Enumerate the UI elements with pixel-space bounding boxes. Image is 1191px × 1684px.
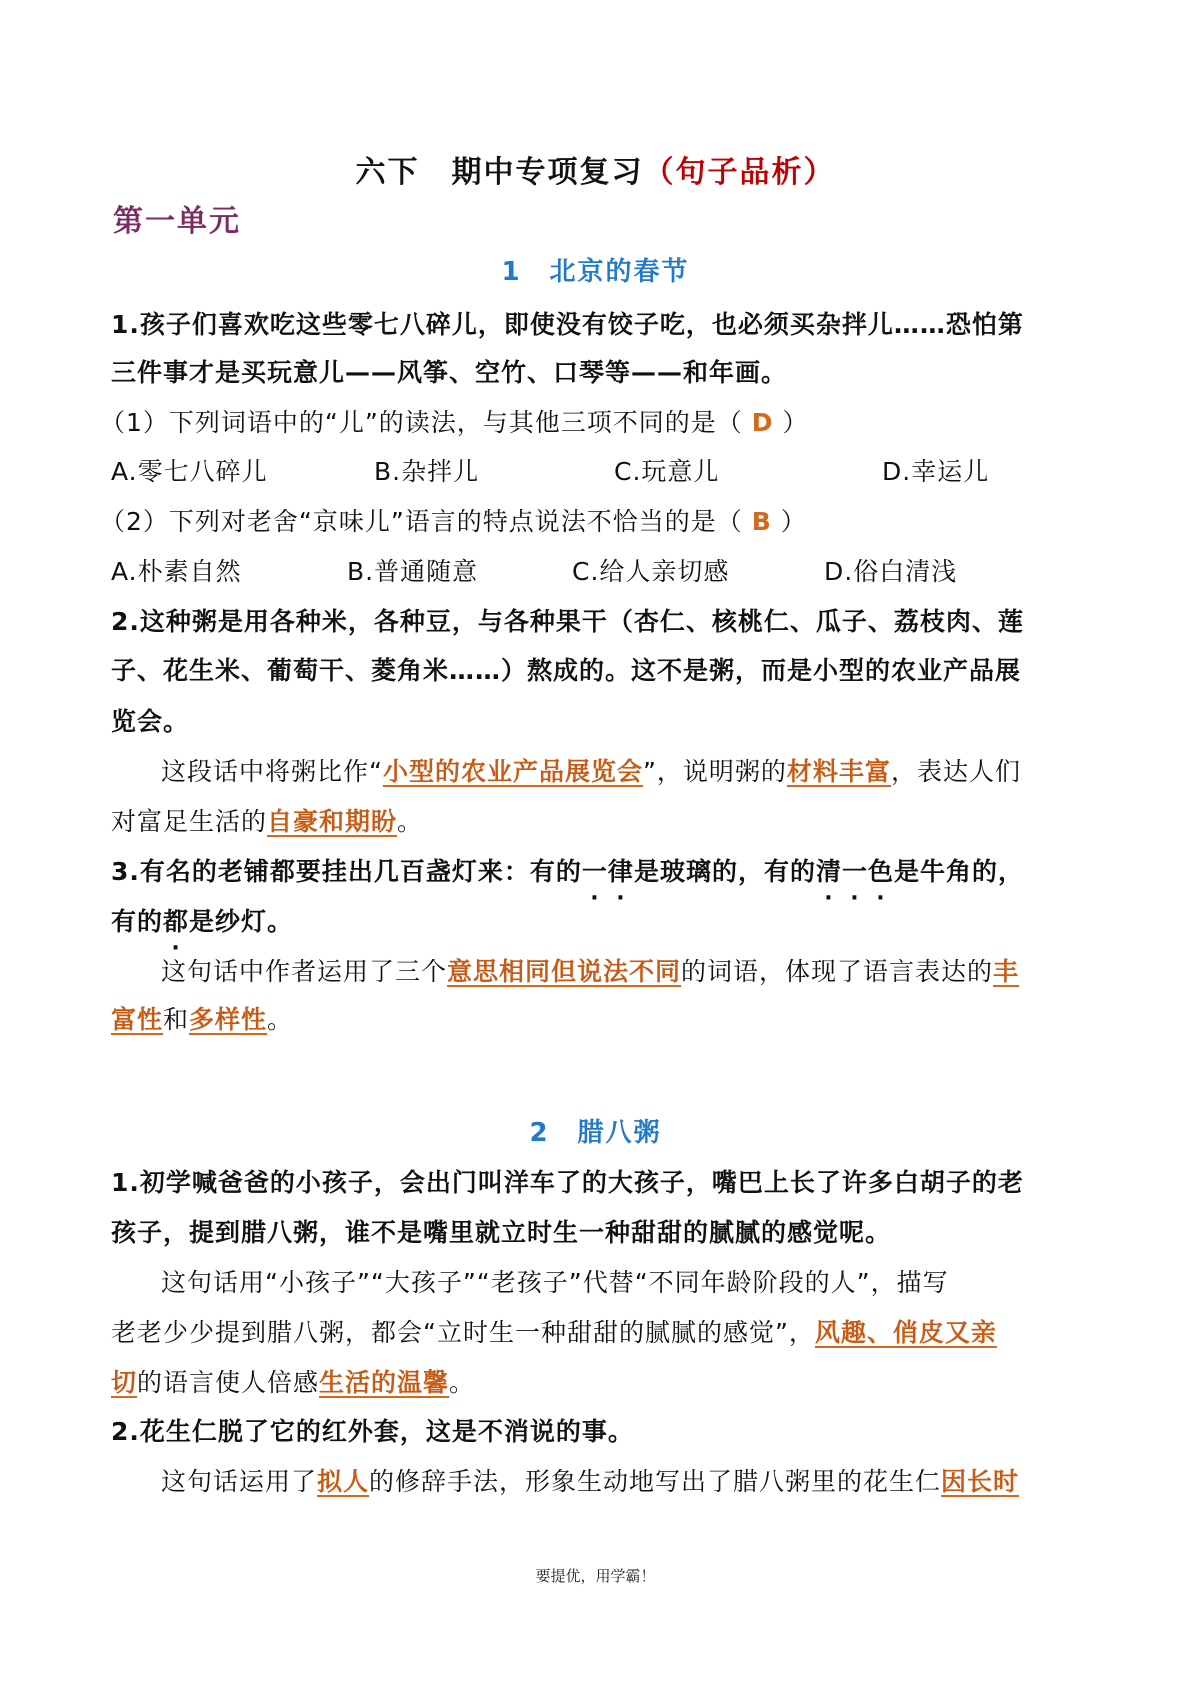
lesson-1-heading: 1 北京的春节 (501, 257, 690, 287)
emphasis-char: 清 (815, 857, 842, 886)
title-accent: （句子品析） (643, 155, 836, 190)
l2-q1-line1: 1.初学喊爸爸的小孩子，会出门叫洋车了的大孩子，嘴巴上长了许多白胡子的老 (111, 1168, 1024, 1197)
text: 对富足生活的 (111, 807, 268, 836)
l2-q1-analysis-line2 (111, 1308, 1087, 1358)
option-c: C.给人亲切感 (572, 557, 730, 586)
emphasis-char: 律 (607, 857, 634, 886)
text: 这句话中作者运用了三个 (161, 957, 448, 986)
sub1-question: （1）下列词语中的“儿”的读法，与其他三项不同的是（ (100, 408, 752, 437)
emphasis-char: 都 (163, 907, 190, 936)
emphasis-char: 一 (841, 857, 868, 886)
option-d: D.俗白清浅 (824, 557, 958, 586)
answer-blank: 材料丰富 (786, 757, 891, 786)
l1-q3-analysis-line1 (111, 947, 1087, 997)
l1-q2-analysis-line1 (111, 747, 1087, 797)
text: 有的 (111, 907, 164, 936)
title-main: 六下 期中专项复习 (355, 155, 644, 190)
unit-heading: 第一单元 (113, 204, 241, 239)
page-footer: 要提优，用学霸！ (535, 1567, 656, 1585)
answer-blank: 富性 (111, 1005, 164, 1034)
text: 是牛角的， (894, 857, 1025, 886)
lesson-2-heading: 2 腊八粥 (529, 1118, 662, 1148)
text: 。 (267, 1005, 294, 1034)
answer-blank: 生活的温馨 (319, 1368, 450, 1397)
l1-q1-sub1 (100, 398, 1076, 448)
l1-q2-line3: 览会。 (111, 707, 190, 736)
text: 这段话中将粥比作“ (161, 757, 383, 786)
emphasis-char: 色 (867, 857, 894, 886)
l1-q1-sub2 (100, 497, 1076, 547)
text: ”，说明粥的 (642, 757, 787, 786)
text: 和 (163, 1005, 190, 1034)
sub2-question: （2）下列对老舍“京味儿”语言的特点说法不恰当的是（ (100, 507, 752, 536)
l1-q1-line2: 三件事才是买玩意儿——风筝、空竹、口琴等——和年画。 (111, 358, 788, 387)
answer-blank: 小型的农业产品展览会 (382, 757, 643, 786)
text: 这句话运用了 (161, 1467, 318, 1496)
text: 的修辞手法，形象生动地写出了腊八粥里的花生仁 (369, 1467, 942, 1496)
sub1-close: ） (773, 408, 809, 437)
text: 是纱灯。 (189, 907, 294, 936)
page-title (0, 148, 1191, 198)
l2-q1-analysis-line3 (111, 1358, 1087, 1408)
option-a: A.零七八碎儿 (111, 457, 268, 486)
l1-q3-analysis-line2 (111, 995, 1087, 1045)
l1-q2-line1: 2.这种粥是用各种米，各种豆，与各种果干（杏仁、核桃仁、瓜子、荔枝肉、莲 (111, 607, 1024, 636)
l1-q2-analysis-line2 (111, 797, 1087, 847)
text: 。 (449, 1368, 476, 1397)
l1-q1-line1: 1.孩子们喜欢吃这些零七八碎儿，即使没有饺子吃，也必须买杂拌儿……恐怕第 (111, 310, 1024, 339)
l2-q1-analysis-line1: 这句话用“小孩子”“大孩子”“老孩子”代替“不同年龄阶段的人”，描写 (161, 1268, 949, 1297)
answer-blank: 意思相同但说法不同 (447, 957, 682, 986)
text: 。 (397, 807, 424, 836)
l1-q3-line2 (111, 897, 1087, 947)
l1-q1-sub2-options (111, 547, 1087, 597)
option-c: C.玩意儿 (614, 457, 720, 486)
option-d: D.幸运儿 (882, 457, 990, 486)
option-a: A.朴素自然 (111, 557, 242, 586)
text: 3.有名的老铺都要挂出几百盏灯来：有的 (111, 857, 582, 886)
answer-blank: 自豪和期盼 (267, 807, 398, 836)
answer-blank: 丰 (993, 957, 1020, 986)
option-b: B.杂拌儿 (374, 457, 480, 486)
text: 的语言使人倍感 (137, 1368, 320, 1397)
text: ，表达人们 (890, 757, 1021, 786)
sub2-close: ） (771, 507, 807, 536)
answer-blank: 拟人 (317, 1467, 370, 1496)
answer-blank: 切 (111, 1368, 138, 1397)
answer-blank: 多样性 (189, 1005, 268, 1034)
l2-q2-analysis-line1 (111, 1457, 1087, 1507)
sub1-answer: D (751, 408, 774, 437)
l1-q2-line2: 子、花生米、葡萄干、菱角米……）熬成的。这不是粥，而是小型的农业产品展 (111, 656, 1022, 685)
l1-q3-line1 (111, 847, 1087, 897)
option-b: B.普通随意 (347, 557, 479, 586)
sub2-answer: B (751, 507, 772, 536)
emphasis-char: 一 (581, 857, 608, 886)
text: 是玻璃的，有的 (633, 857, 816, 886)
l2-q2-line1: 2.花生仁脱了它的红外套，这是不消说的事。 (111, 1417, 634, 1446)
l2-q1-line2: 孩子，提到腊八粥，谁不是嘴里就立时生一种甜甜的腻腻的感觉呢。 (111, 1218, 892, 1247)
text: 老老少少提到腊八粥，都会“立时生一种甜甜的腻腻的感觉”， (111, 1318, 815, 1347)
answer-blank: 因长时 (941, 1467, 1020, 1496)
text: 的词语，体现了语言表达的 (681, 957, 994, 986)
answer-blank: 风趣、俏皮又亲 (814, 1318, 997, 1347)
l1-q1-sub1-options (111, 447, 1087, 497)
